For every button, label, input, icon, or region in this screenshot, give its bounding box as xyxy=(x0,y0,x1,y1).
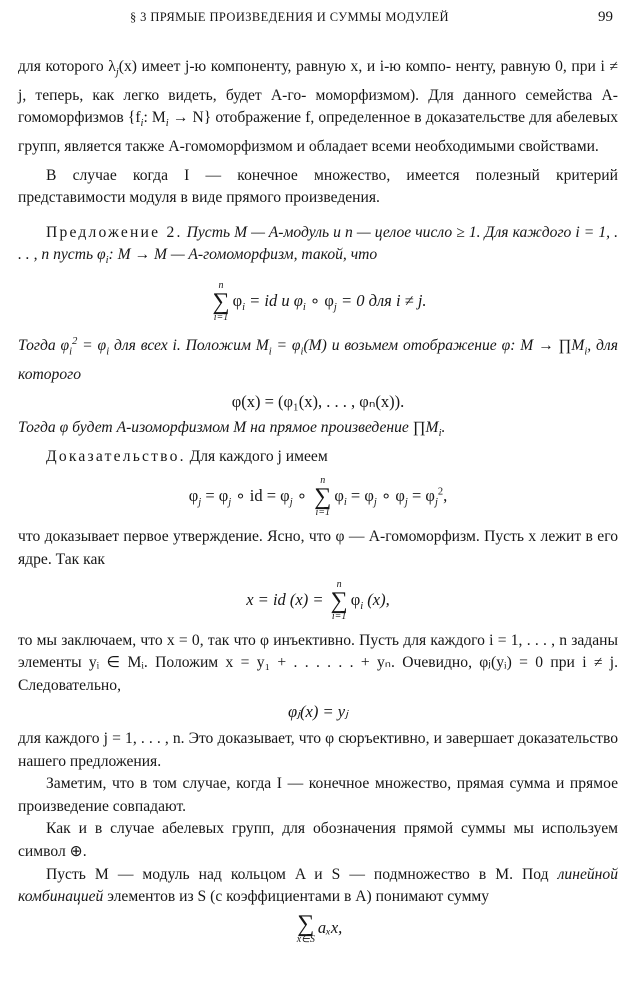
equation-phi-definition: φ(x) = (φ₁(x), . . . , φₙ(x)). xyxy=(231,391,405,411)
paragraph-criterion: В случае когда I — конечное множество, имеется полезный критерий представимости модуля в виде прямого произведения. xyxy=(18,166,618,207)
paragraph-injective: то мы заключаем, что x = 0, так что φ инъективно. Пусть для каждого i = 1, . . . , n заданы элементы yᵢ ∈ Mᵢ. Положим x = y₁ + . . . . . . + yₙ. Очевидно, φⱼ(yᵢ) = 0 при i ≠ j. Следовательно, xyxy=(18,631,618,694)
proposition-conclusion-2: Тогда φ будет A-изоморфизмом M на прямое произведение $\prod M_i$. xyxy=(18,419,446,440)
page-number: 99 xyxy=(598,9,613,25)
equation-linear-sum: ∑ x∈S aₓx, xyxy=(296,910,343,945)
paragraph-kernel: что доказывает первое утверждение. Ясно, что φ — A-гомоморфизм. Пусть x лежит в его ядре. Так как xyxy=(18,528,618,569)
equation-sum-identity: n ∑ i=1 $\varphi_i$ = id и $\varphi_i$ ∘ $\varphi_j = 0$ для i ≠ j. xyxy=(212,280,427,324)
page-body xyxy=(18,56,618,949)
equation-phi-j: φⱼ(x) = yⱼ xyxy=(288,702,348,722)
proof-start: Доказательство. Для каждого j имеем xyxy=(46,447,328,465)
proposition-statement: Предложение 2. Пусть M — A-модуль и n — целое число ≥ 1. Для каждого i = 1, . . . , n пусть $\varphi_i$: M → M — A-гомоморфизм, такой, что xyxy=(18,223,618,267)
paragraph-finite-remark: Заметим, что в том случае, когда I — конечное множество, прямая сумма и прямое произведение совпадают. xyxy=(18,775,618,815)
paragraph-linear-combination: Пусть M — модуль над кольцом A и S — подмножество в M. Под линейной комбинацией элементов из S (с коэффициентами в A) понимают сумму xyxy=(18,865,618,906)
sigma-symbol: n ∑ i=1 xyxy=(212,280,230,324)
paragraph-surjective: для каждого j = 1, . . . , n. Это доказывает, что φ сюръективно, и завершает доказательство нашего предложения. xyxy=(18,730,618,770)
running-header xyxy=(18,10,615,32)
equation-idempotent: $\varphi_j = \varphi_j$ ∘ id = $\varphi_j$ ∘ n ∑ i=1 $\varphi_i = \varphi_j$ ∘ $\varphi_j = \varphi_j^2$, xyxy=(188,475,448,519)
term-linear-combination: линейной комбинацией xyxy=(18,865,618,906)
proof-heading: Доказательство. xyxy=(46,447,186,465)
paragraph-direct-sum-symbol: Как и в случае абелевых групп, для обозначения прямой суммы мы используем символ ⊕. xyxy=(18,820,618,860)
paragraph-continuation: для которого $\lambda_j(x)$ имеет j-ю компоненту, равную x, и i-ю компо- ненту, равную 0, при i ≠ j, теперь, как легко видеть, будет A-го- моморфизмом). Для данного семейства A-гомоморфизмов {$f_i$: $M_i \to N$} отображение f, определенное в доказательстве для абелевых групп, является также A-гомоморфизмом и обладает всеми необходимыми свойствами. xyxy=(18,58,618,155)
proposition-conclusion-1: Тогда $\varphi_i^2 = \varphi_i$ для всех i. Положим $M_i = \varphi_i(M)$ и возьмем отображение φ: $M \to \prod M_i$, для которого xyxy=(18,336,618,383)
running-title: § 3 ПРЯМЫЕ ПРОИЗВЕДЕНИЯ И СУММЫ МОДУЛЕЙ xyxy=(130,10,449,24)
proposition-heading: Предложение 2. xyxy=(46,223,183,241)
equation-x-decomposition: x = id (x) = n ∑ i=1 $\varphi_i$ (x), xyxy=(246,578,390,622)
